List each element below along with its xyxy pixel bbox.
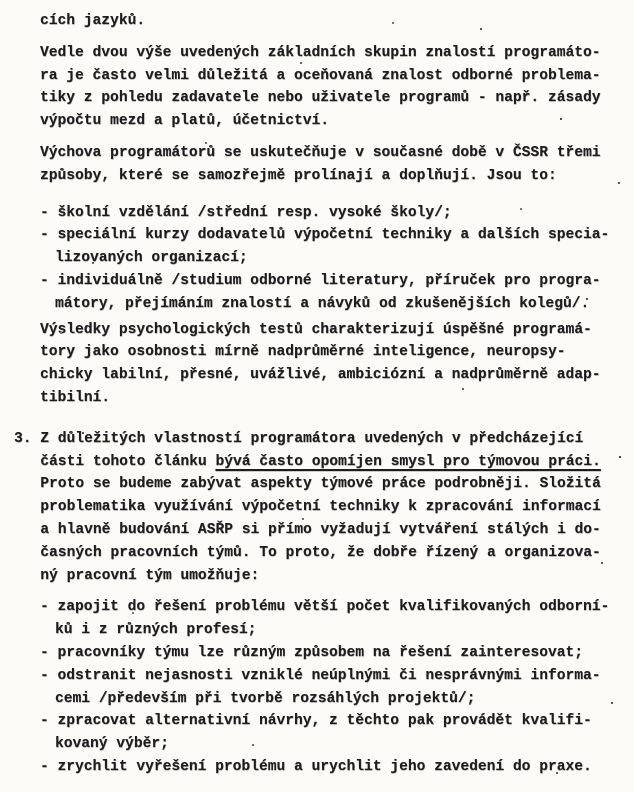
- text-line: [14, 428, 634, 451]
- list-item: [40, 270, 634, 316]
- text-line: časných pracovních týmů. To proto, že dobře řízený a organizova-: [40, 544, 601, 561]
- text-line: výpočtu mezd a platů, účetnictví.: [40, 113, 330, 130]
- list-item: [40, 756, 634, 779]
- text-line: mátory, přejímáním znalostí a návyků od zkušenějších kolegů/.: [55, 295, 590, 312]
- text-line: lizovaných organizací;: [55, 250, 248, 267]
- list-item: [40, 642, 634, 665]
- paragraph-fragment: [40, 10, 634, 33]
- list-item: [40, 665, 634, 711]
- text-line: a hlavně budování ASŘP si přímo vyžadují vytváření stálých i do-: [40, 521, 601, 538]
- text-line: - pracovníky týmu lze různým způsobem na řešení zainteresovat;: [40, 644, 583, 661]
- text-line: způsoby, které se samozřejmě prolínají a doplňují. Jsou to:: [40, 167, 557, 184]
- text-line: - odstranit nejasnosti vzniklé neúplnými či nesprávnými informa-: [40, 667, 601, 684]
- paragraph: [40, 142, 634, 188]
- section-text: části tohoto článku: [40, 453, 216, 470]
- text-line: Výchova programátorů se uskutečňuje v současné době v ČSSR třemi: [40, 144, 601, 161]
- text-line: tibilní.: [40, 389, 111, 406]
- list-item: [40, 202, 634, 225]
- text-line: Vedle dvou výše uvedených základních skupin znalostí programáto-: [40, 44, 601, 61]
- section-text: Z důležitých vlastností programátora uvedených v předcházející: [40, 430, 584, 447]
- text-line: tory jako osobnosti mírně nadprůměrné inteligence, neuropsy-: [40, 344, 566, 361]
- text-line: - individuálně /studium odborné literatury, příruček pro progra-: [40, 272, 601, 289]
- list-item: [40, 596, 634, 642]
- text-line: Výsledky psychologických testů charakterizují úspěšné programá-: [40, 321, 592, 338]
- bullet-list: [40, 596, 634, 778]
- bullet-list: [40, 202, 634, 316]
- text-line: cemi /především při tvorbě rozsáhlých projektů/;: [55, 690, 476, 707]
- underlined-text: bývá často opomíjen smysl pro týmovou práci.: [215, 453, 601, 470]
- section-number: 3.: [14, 430, 32, 447]
- text-line: - zpracovat alternativní návrhy, z těchto pak provádět kvalifi-: [40, 713, 592, 730]
- text-line: chicky labilní, přesné, uvážlivé, ambiciózní a nadprůměrně adap-: [40, 367, 601, 384]
- text-line: - školní vzdělání /střední resp. vysoké školy/;: [40, 204, 452, 221]
- text-line: - zrychlit vyřešení problému a urychlit jeho zavedení do praxe.: [40, 758, 592, 775]
- text-line: kovaný výběr;: [55, 736, 169, 753]
- text-line: [40, 451, 634, 474]
- text-line: ný pracovní tým umožňuje:: [40, 567, 260, 584]
- text-line: cích jazyků.: [40, 13, 146, 29]
- text-line: problematika využívání výpočetní techniky k zpracování informací: [40, 499, 601, 516]
- list-item: [40, 224, 634, 270]
- text-line: - zapojit do řešení problému větší počet kvalifikovaných odborní-: [40, 599, 610, 616]
- text-line: ků i z různých profesí;: [55, 622, 257, 639]
- text-line: - speciální kurzy dodavatelů výpočetní techniky a dalších specia-: [40, 227, 610, 244]
- text-line: tiky z pohledu zadavatele nebo uživatele programů - např. zásady: [40, 90, 601, 107]
- numbered-section: [14, 428, 634, 588]
- scan-noise: [0, 0, 2, 2]
- text-line: Proto se budeme zabývat aspekty týmové práce podrobněji. Složitá: [40, 476, 601, 493]
- list-item: [40, 710, 634, 756]
- text-line: ra je často velmi důležitá a oceňovaná znalost odborné problema-: [40, 67, 601, 84]
- paragraph: [40, 42, 634, 133]
- paragraph: [40, 319, 634, 410]
